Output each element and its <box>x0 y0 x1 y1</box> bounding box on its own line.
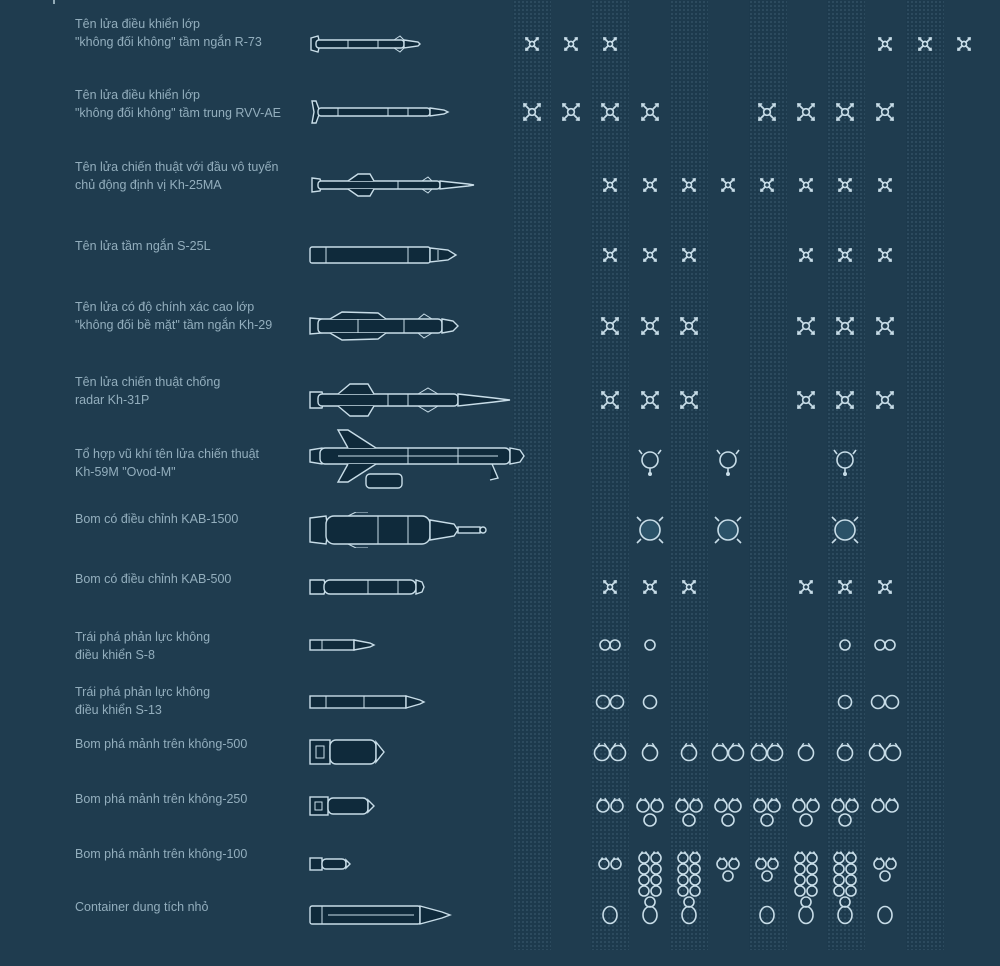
hardpoint-mount-icon <box>590 24 630 69</box>
hardpoint-mount-icon <box>865 625 905 670</box>
hardpoint-mount-icon <box>825 895 865 940</box>
weapon-label: Tổ hợp vũ khí tên lửa chiến thuật Kh-59M "Ovod-M" <box>75 447 260 479</box>
hardpoint-mount-icon <box>786 235 826 280</box>
hardpoint-mount-icon <box>747 846 787 895</box>
hardpoint-mount-icon <box>630 92 670 137</box>
hardpoint-mount-icon <box>865 846 905 895</box>
hardpoint-mount-icon <box>825 165 865 210</box>
hardpoint-mount-icon <box>630 732 670 777</box>
hardpoint-mount-icon <box>865 306 905 351</box>
kh29-silhouette-icon <box>308 310 468 347</box>
hardpoint-mount-icon <box>630 380 670 425</box>
hardpoint-mount-icon <box>551 92 591 137</box>
hardpoint-mount-icon <box>865 567 905 612</box>
hardpoint-mount-icon <box>786 789 826 838</box>
s8-silhouette-icon <box>308 637 378 658</box>
weapon-label: Bom phá mảnh trên không-500 <box>75 737 248 751</box>
hardpoint-mount-icon <box>590 235 630 280</box>
weapon-label: Bom có điều chỉnh KAB-500 <box>75 572 232 586</box>
hardpoint-mount-icon <box>630 789 670 838</box>
hardpoint-mount-icon <box>786 732 826 777</box>
hardpoint-mount-icon <box>865 165 905 210</box>
hardpoint-mount-icon <box>865 786 905 831</box>
hardpoint-mount-icon <box>825 625 865 670</box>
hardpoint-mount-icon <box>825 440 865 489</box>
weapon-label: Bom phá mảnh trên không-250 <box>75 792 248 806</box>
hardpoint-mount-icon <box>825 510 865 555</box>
hardpoint-mount-icon <box>865 732 905 777</box>
weapon-label: Trái phá phản lực không điều khiển S-13 <box>75 685 211 717</box>
hardpoint-mount-icon <box>590 165 630 210</box>
hardpoint-mount-icon <box>786 567 826 612</box>
hardpoint-mount-icon <box>825 567 865 612</box>
kh59-silhouette-icon <box>308 428 530 501</box>
weapon-label: Tên lửa điều khiển lớp "không đối không" tầm trung RVV-AE <box>75 88 281 120</box>
fab100-silhouette-icon <box>308 855 354 878</box>
hardpoint-mount-icon <box>551 24 591 69</box>
hardpoint-mount-icon <box>865 895 905 940</box>
hardpoint-mount-icon <box>590 92 630 137</box>
hardpoint-mount-icon <box>747 895 787 940</box>
fab250-silhouette-icon <box>308 794 378 823</box>
hardpoint-mount-icon <box>669 895 709 940</box>
hardpoint-mount-icon <box>905 24 945 69</box>
hardpoint-mount-icon <box>669 567 709 612</box>
hardpoint-mount-icon <box>786 380 826 425</box>
hardpoint-mount-icon <box>669 165 709 210</box>
hardpoint-mount-icon <box>630 682 670 727</box>
kab1500-silhouette-icon <box>308 512 488 553</box>
hardpoint-mount-icon <box>630 306 670 351</box>
fab500-silhouette-icon <box>308 737 388 772</box>
corner-crosshair-icon <box>47 0 61 6</box>
hardpoint-mount-icon <box>825 306 865 351</box>
hardpoint-mount-icon <box>825 732 865 777</box>
hardpoint-mount-icon <box>630 895 670 940</box>
hardpoint-mount-icon <box>590 306 630 351</box>
s25-silhouette-icon <box>308 244 468 271</box>
weapon-label: Bom có điều chỉnh KAB-1500 <box>75 512 239 526</box>
hardpoint-mount-icon <box>669 380 709 425</box>
hardpoint-mount-icon <box>630 510 670 555</box>
hardpoint-mount-icon <box>708 440 748 489</box>
hardpoint-mount-icon <box>708 846 748 895</box>
kmgu-silhouette-icon <box>308 903 456 932</box>
hardpoint-mount-icon <box>590 732 630 777</box>
hardpoint-mount-icon <box>512 92 552 137</box>
hardpoint-mount-icon <box>825 235 865 280</box>
weapon-label: Tên lửa có độ chính xác cao lớp "không đối bề mặt" tầm ngắn Kh-29 <box>75 300 273 332</box>
hardpoint-mount-icon <box>865 682 905 727</box>
hardpoint-mount-icon <box>590 682 630 727</box>
hardpoint-mount-icon <box>630 235 670 280</box>
hardpoint-mount-icon <box>669 789 709 838</box>
rvvae-silhouette-icon <box>308 97 458 132</box>
hardpoint-mount-icon <box>708 510 748 555</box>
hardpoint-mount-icon <box>786 165 826 210</box>
station-column-band <box>906 0 944 950</box>
kh25-silhouette-icon <box>308 172 478 203</box>
hardpoint-mount-icon <box>825 682 865 727</box>
hardpoint-mount-icon <box>669 732 709 777</box>
hardpoint-mount-icon <box>747 92 787 137</box>
weapon-label: Tên lửa điều khiển lớp "không đối không" tầm ngắn R-73 <box>75 17 262 49</box>
hardpoint-mount-icon <box>669 306 709 351</box>
hardpoint-mount-icon <box>630 567 670 612</box>
hardpoint-mount-icon <box>590 567 630 612</box>
weapon-label: Tên lửa tầm ngắn S-25L <box>75 239 211 253</box>
hardpoint-mount-icon <box>590 844 630 889</box>
hardpoint-mount-icon <box>590 380 630 425</box>
s13-silhouette-icon <box>308 693 428 716</box>
hardpoint-mount-icon <box>630 165 670 210</box>
hardpoint-mount-icon <box>747 165 787 210</box>
weapon-label: Trái phá phản lực không điều khiển S-8 <box>75 630 211 662</box>
hardpoint-mount-icon <box>708 732 748 777</box>
hardpoint-mount-icon <box>865 380 905 425</box>
kab500-silhouette-icon <box>308 576 428 603</box>
hardpoint-mount-icon <box>630 625 670 670</box>
hardpoint-mount-icon <box>669 235 709 280</box>
hardpoint-mount-icon <box>708 165 748 210</box>
hardpoint-mount-icon <box>630 440 670 489</box>
hardpoint-mount-icon <box>865 235 905 280</box>
weapon-label: Container dung tích nhỏ <box>75 900 209 914</box>
hardpoint-mount-icon <box>747 732 787 777</box>
hardpoint-mount-icon <box>786 92 826 137</box>
hardpoint-mount-icon <box>590 625 630 670</box>
hardpoint-mount-icon <box>825 380 865 425</box>
kh31-silhouette-icon <box>308 382 518 423</box>
hardpoint-mount-icon <box>825 789 865 838</box>
hardpoint-mount-icon <box>512 24 552 69</box>
hardpoint-mount-icon <box>786 306 826 351</box>
hardpoint-mount-icon <box>747 789 787 838</box>
weapon-label: Tên lửa chiến thuật chống radar Kh-31P <box>75 375 221 407</box>
hardpoint-mount-icon <box>786 895 826 940</box>
hardpoint-mount-icon <box>865 92 905 137</box>
weapon-label: Tên lửa chiến thuật với đầu vô tuyến chủ động định vị Kh-25MA <box>75 160 279 192</box>
weapon-label: Bom phá mảnh trên không-100 <box>75 847 248 861</box>
hardpoint-mount-icon <box>865 24 905 69</box>
hardpoint-mount-icon <box>708 789 748 838</box>
hardpoint-mount-icon <box>590 895 630 940</box>
r73-silhouette-icon <box>308 32 428 61</box>
hardpoint-mount-icon <box>825 92 865 137</box>
hardpoint-mount-icon <box>590 786 630 831</box>
hardpoint-mount-icon <box>944 24 984 69</box>
